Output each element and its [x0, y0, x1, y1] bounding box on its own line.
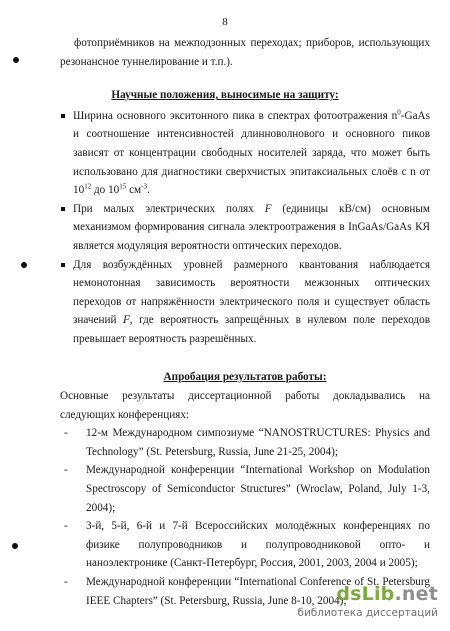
defense-points-list — [60, 107, 430, 349]
binding-hole-dot — [12, 543, 18, 549]
dslib-logo: dsLib.net — [336, 583, 438, 605]
list-item: Для возбуждённых уровней размерного квантования наблюдается немонотонная зависимость вероятности межзонных оптических переходов от напряжённости электрического поля и существует область значений F, где вероятность запрещённых в нулевом поле переходов превышает вероятность разрешённых. — [60, 256, 430, 349]
page-number: 8 — [222, 16, 228, 28]
list-item: - 3-й, 5-й, 6-й и 7-й Всероссийских молодёжных конференциях по физике полупроводников и полупроводниковой опто- и наноэлектронике (Санкт-Петербург, Россия, 2001, 2003, 2004 и 2005); — [60, 517, 430, 573]
approbation-intro: Основные результаты диссертационной работы докладывались на следующих конференциях: — [60, 390, 430, 421]
dslib-subtitle: библиотека диссертаций — [297, 607, 438, 619]
binding-hole-dot — [13, 57, 19, 63]
page-body — [60, 34, 430, 610]
list-item: Ширина основного экситонного пика в спектрах фотоотражения $n^0$-GaAs и соотношение интенсивностей длинноволнового и основного пиков зависят от концентрации свободных носителей заряда, что может быть использовано для диагностики сверхчистых эпитаксиальных слоёв с n от $10^{12}$ до $10^{15}$ $см^{-3}$. — [60, 107, 430, 200]
list-item: - Международной конференции “International Workshop on Modulation Spectroscopy of Semiconductor Structures” (Wroclaw, Poland, July 1-3, 2004); — [60, 461, 430, 517]
dslib-watermark[interactable] — [268, 583, 438, 625]
list-item: - Международной конференции “International Conference of St. Petersburg IEEE Chapters” (St. Petersburg, Russia, June 8-10, 2004); — [60, 573, 430, 610]
continuation-paragraph: фотоприёмников на межподзонных переходах; приборов, использующих резонансное туннелирование и т.п.). — [60, 37, 430, 68]
section-heading-defense-points: Научные положения, выносимые на защиту: — [111, 89, 339, 102]
list-item: При малых электрических полях F (единицы кВ/см) основным механизмом формирования сигнала электроотражения в InGaAs/GaAs КЯ является модуляция вероятности оптических переходов. — [60, 200, 430, 256]
section-heading-approbation: Апробация результатов работы: — [163, 370, 327, 383]
list-item: - 12-м Международном симпозиуме “NANOSTRUCTURES: Physics and Technology” (St. Petersburg, Russia, June 21-25, 2004); — [60, 424, 430, 461]
binding-hole-dot — [21, 262, 27, 268]
